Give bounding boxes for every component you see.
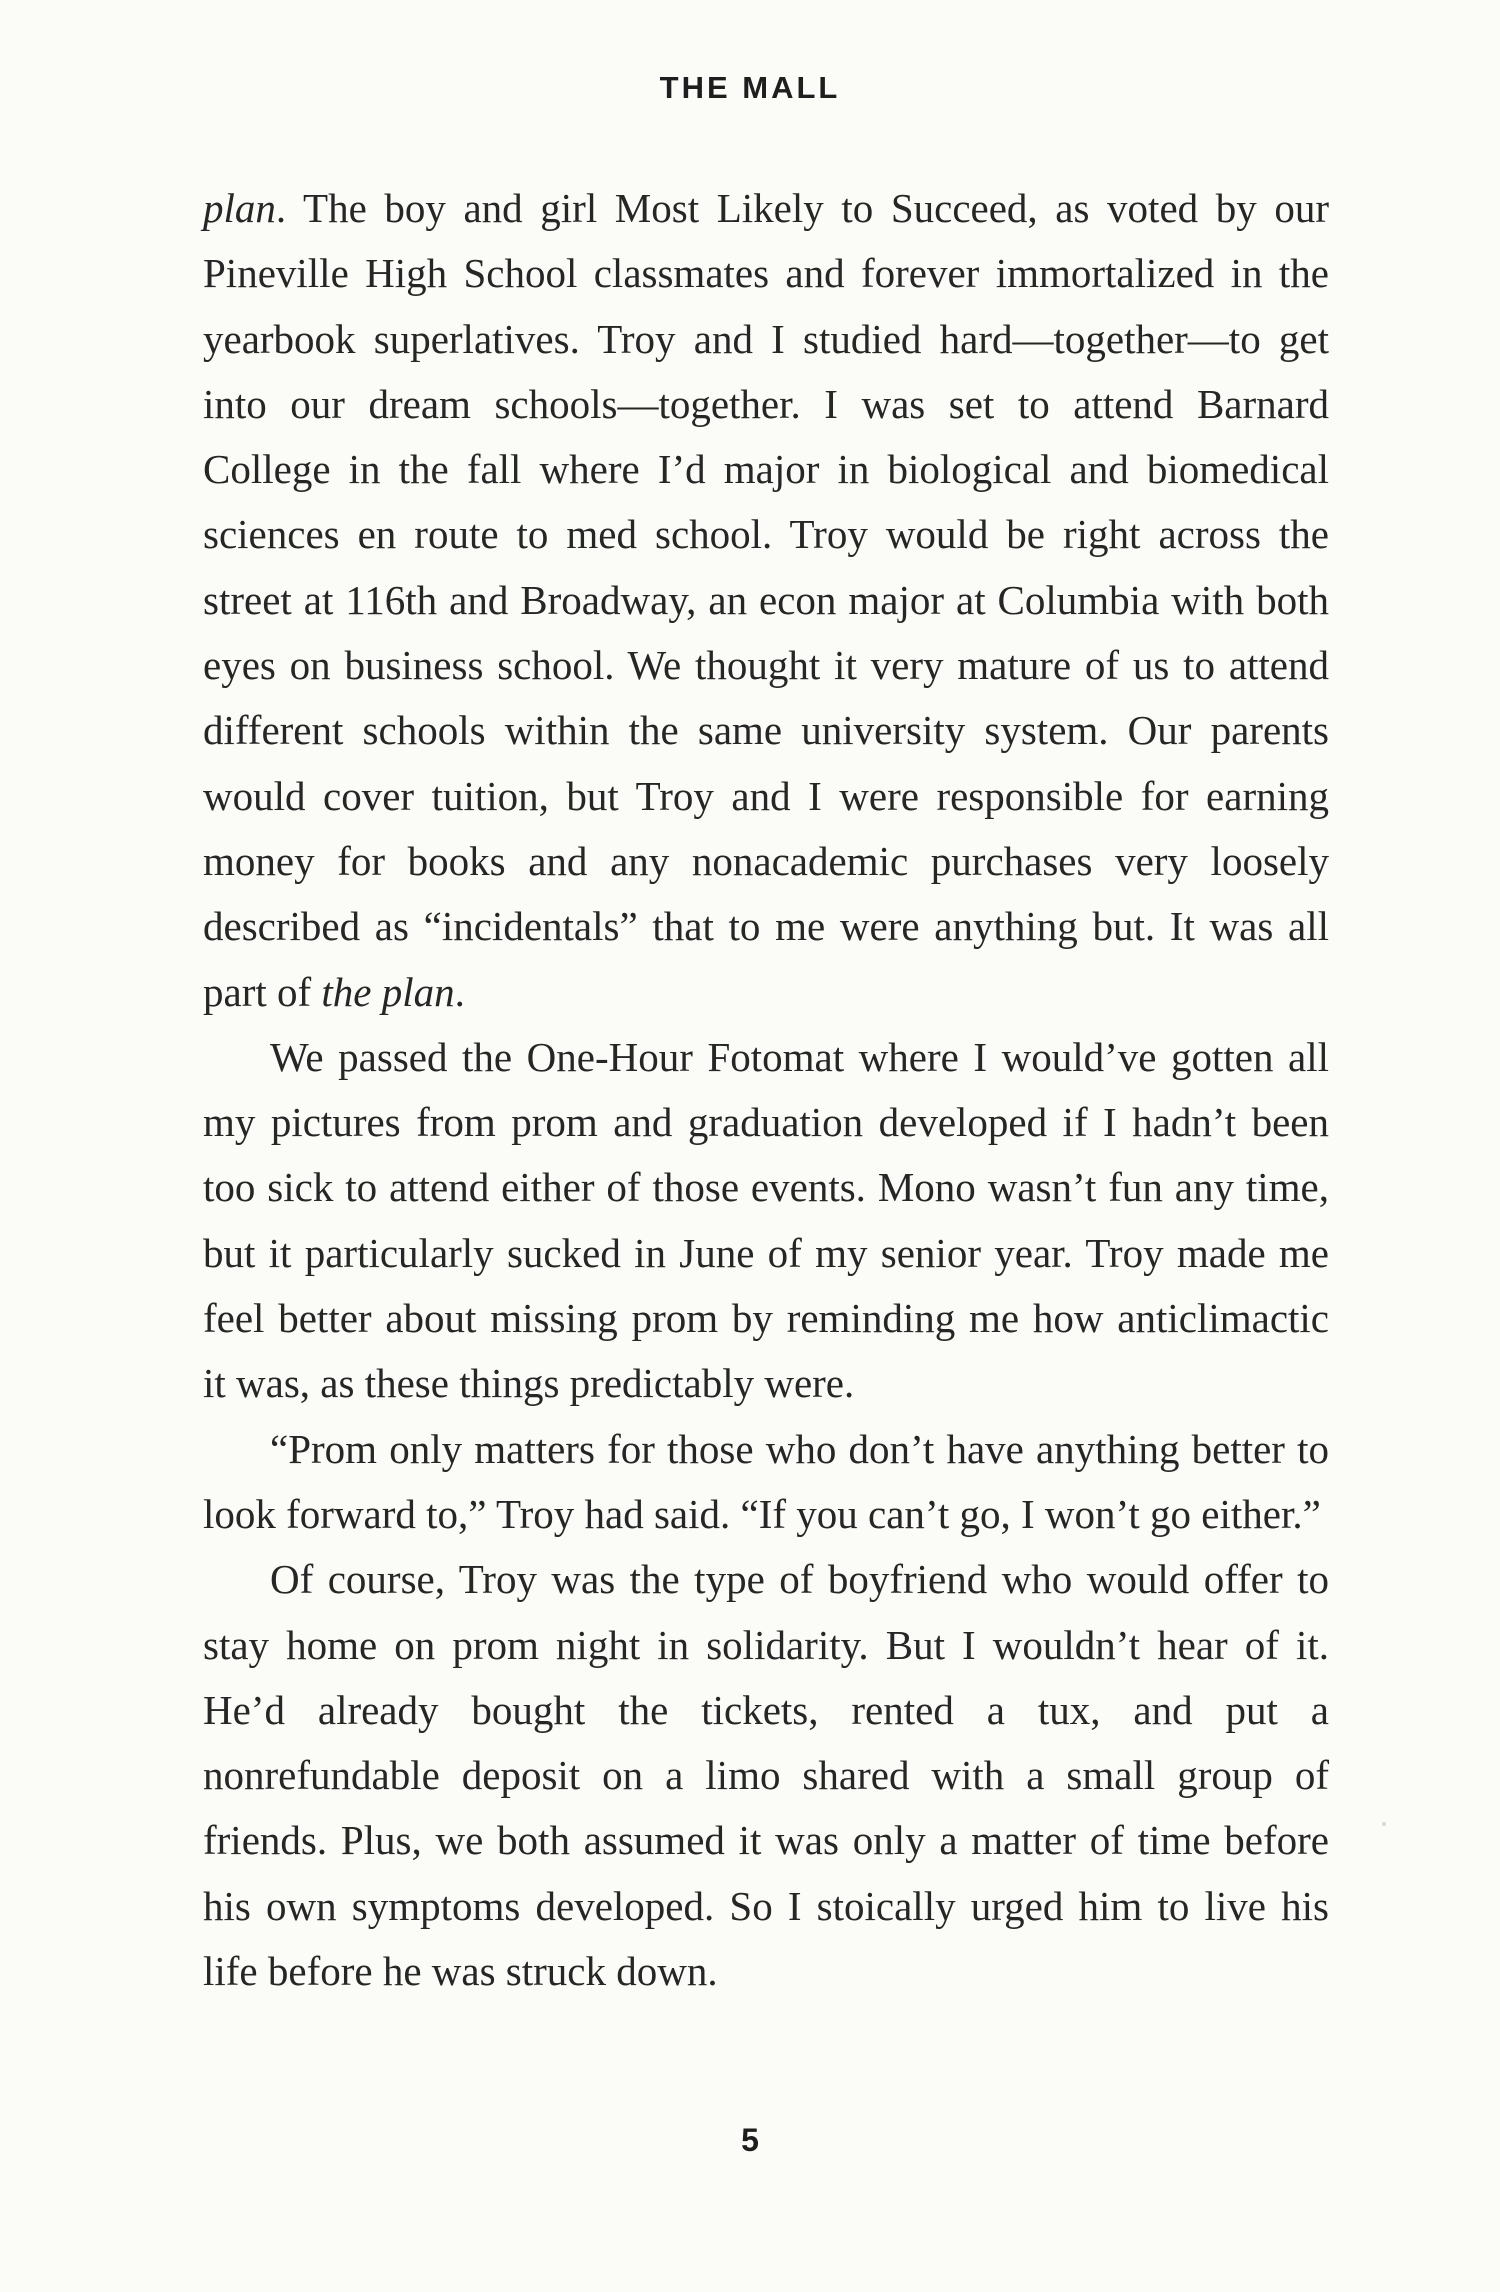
paragraph-1-text: . The boy and girl Most Likely to Succeed, as voted by our Pineville High School classmates and forever immortalized in the yearbook superlatives. Troy and I studied hard—together—to get into our dream schools—together. I was set to attend Barnard College in the fall where I’d major in biological and biomedical sciences en route to med school. Troy would be right across the street at 116th and Broadway, an econ major at Columbia with both eyes on business school. We thought it very mature of us to attend different schools within the same university system. Our parents would cover tuition, but Troy and I were responsible for earning money for books and any nonacademic purchases very loosely described as “incidentals” that to me were anything but. It was all part of [203,185,1329,1015]
italic-the-plan: the plan [321,968,455,1015]
paragraph-1 [203,176,1329,1025]
paragraph-2: We passed the One-Hour Fotomat where I would’ve gotten all my pictures from prom and graduation developed if I hadn’t been too sick to attend either of those events. Mono wasn’t fun any time, but it particularly sucked in June of my senior year. Troy made me feel better about missing prom by reminding me how anticlimactic it was, as these things predictably were. [203,1033,1329,1407]
italic-plan-lead: plan [203,185,276,231]
scan-speck [1382,1822,1386,1826]
running-head: THE MALL [659,70,841,105]
paragraph-3: “Prom only matters for those who don’t have anything better to look forward to,” Troy had said. “If you can’t go, I won’t go either.” [203,1425,1329,1537]
paragraph-1-end: . [454,968,465,1015]
body-text [203,176,1329,2004]
paragraph-4: Of course, Troy was the type of boyfriend who would offer to stay home on prom night in solidarity. But I wouldn’t hear of it. He’d already bought the tickets, rented a tux, and put a nonrefundable deposit on a limo shared with a small group of friends. Plus, we both assumed it was only a matter of time before his own symptoms developed. So I stoically urged him to live his life before he was struck down. [203,1556,1329,1995]
page-number: 5 [741,2122,759,2158]
